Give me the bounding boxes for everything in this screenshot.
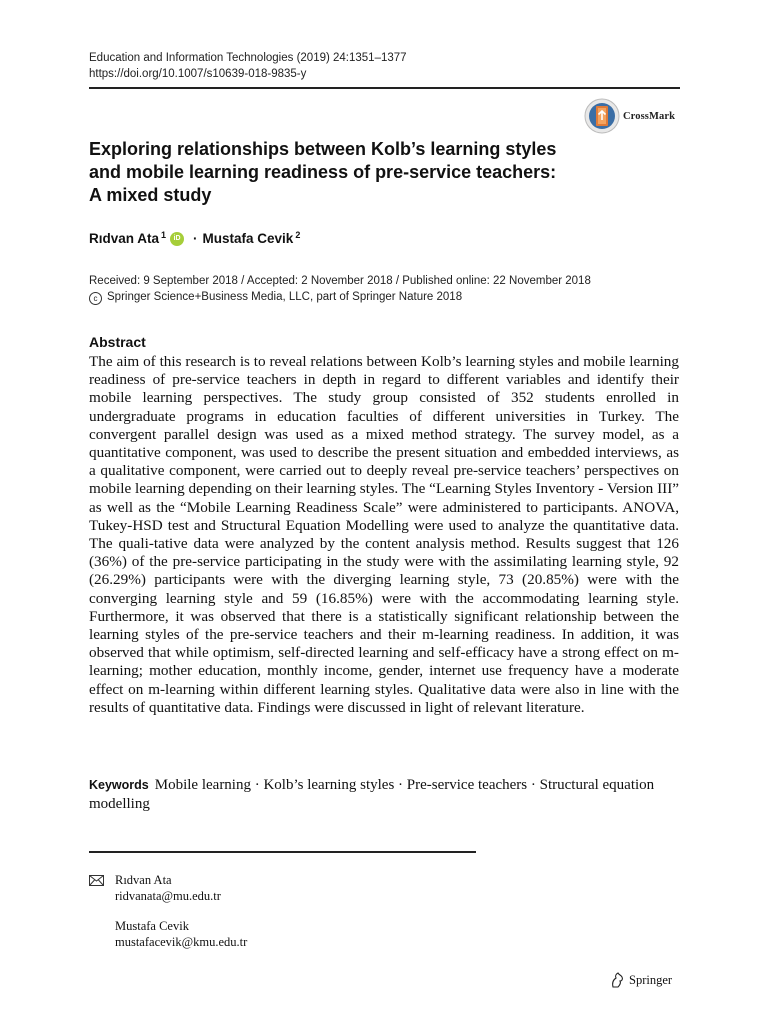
footnote-rule <box>89 851 476 853</box>
author-2-affiliation: 2 <box>295 229 301 240</box>
springer-horse-icon <box>610 972 625 988</box>
springer-logo <box>610 972 672 988</box>
keywords-label: Keywords <box>89 778 149 792</box>
copyright-icon: c <box>89 292 102 305</box>
title-line-1: Exploring relationships between Kolb’s learning styles <box>89 139 557 159</box>
author-1-affiliation: 1 <box>161 229 167 240</box>
springer-label: Springer <box>629 972 673 987</box>
contact-2-name: Mustafa Cevik <box>115 919 189 933</box>
envelope-icon <box>89 872 115 904</box>
publication-dates <box>89 273 591 305</box>
correspondence <box>89 872 247 950</box>
keywords-section <box>89 776 679 814</box>
crossmark-label: CrossMark <box>623 110 676 122</box>
copyright-text: Springer Science+Business Media, LLC, part of Springer Nature 2018 <box>107 291 463 303</box>
journal-citation: Education and Information Technologies (2019) 24:1351–1377 <box>89 52 407 64</box>
author-2: Mustafa Cevik <box>202 231 294 246</box>
author-1: Rıdvan Ata <box>89 231 160 246</box>
paper-title <box>89 138 609 207</box>
abstract-heading: Abstract <box>89 334 146 350</box>
copyright-line <box>89 289 591 305</box>
contact-2 <box>89 918 247 950</box>
contact-1-name: Rıdvan Ata <box>115 873 172 887</box>
crossmark-badge[interactable] <box>584 98 675 134</box>
contact-1-email[interactable]: ridvanata@mu.edu.tr <box>115 889 221 903</box>
crossmark-icon <box>584 98 620 134</box>
keywords-text: Mobile learning · Kolb’s learning styles · Pre-service teachers · Structural equation modelling <box>89 777 655 812</box>
header-rule <box>89 87 680 89</box>
contact-1 <box>89 872 247 904</box>
doi-link[interactable]: https://doi.org/10.1007/s10639-018-9835-y <box>89 68 307 80</box>
abstract-text: The aim of this research is to reveal relations between Kolb’s learning styles and mobile learning readiness of pre-service teachers in depth in regard to different variables and identify their mobile learning perspectives. The study group consisted of 352 students enrolled in undergraduate programs in education faculties of different universities in Turkey. The convergent parallel design was used as a mixed method strategy. The survey model, as a quantitative component, was used to describe the present situation and embedded interviews, as a qualitative component, were carried out to deeply reveal pre-service teachers’ perspectives on mobile learning depending on their learning styles. The “Learning Styles Inventory - Version III” as well as the “Mobile Learning Readiness Scale” were administered to participants. ANOVA, Tukey-HSD test and Structural Equation Modelling were used to analyze the quantitative data. The quali-tative data were analyzed by the content analysis method. Results suggest that 126 (36%) of the pre-service participating in the study were with the assimilating learning style, 92 (26.29%) participants were with the diverging learning style, 73 (20.85%) were with the converging learning style and 59 (16.85%) were with the accommodating learning style. Furthermore, it was observed that there is a statistically significant relationship between the learning styles of the pre-service teachers and their m-learning readiness. In addition, it was observed that while optimism, self-directed learning and self-efficacy have a strong effect on m-learning; mother education, monthly income, gender, internet use frequency have a moderate effect on m-learning within different learning styles. Qualitative data were also in line with the results of quantitative data. Findings were discussed in light of relevant literature. <box>89 353 679 716</box>
orcid-icon[interactable]: iD <box>170 232 184 246</box>
author-list <box>89 231 300 246</box>
journal-header <box>89 50 407 82</box>
title-line-3: A mixed study <box>89 185 212 205</box>
author-separator: · <box>193 231 198 246</box>
contact-2-email[interactable]: mustafacevik@kmu.edu.tr <box>115 935 248 949</box>
history-line: Received: 9 September 2018 / Accepted: 2 November 2018 / Published online: 22 November 2018 <box>89 275 591 287</box>
title-line-2: and mobile learning readiness of pre-service teachers: <box>89 162 557 182</box>
